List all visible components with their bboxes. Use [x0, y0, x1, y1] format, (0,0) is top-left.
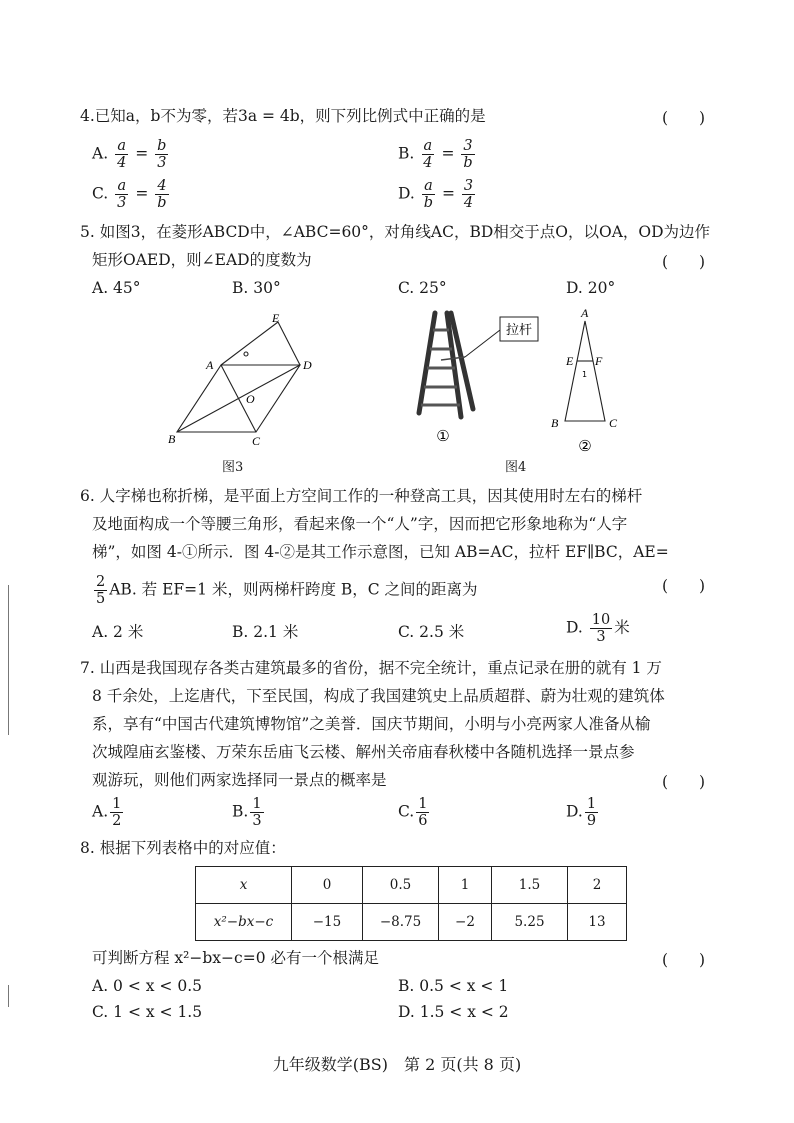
table-cell: 0.5: [363, 867, 439, 904]
fig3-label-a: A: [206, 358, 214, 372]
q6-line3: 梯”，如图 4-①所示．图 4-②是其工作示意图，已知 AB=AC，拉杆 EF∥BC，AE=: [92, 543, 669, 561]
q5-option-d[interactable]: D. 20°: [566, 279, 616, 297]
fig3-label-o: O: [246, 392, 255, 406]
table-row: [196, 867, 627, 904]
q4-option-c[interactable]: C. $\frac{a}{3}$ = $\frac{4}{b}$: [92, 178, 167, 211]
q8-answer-paren: ( ): [662, 951, 706, 969]
fig4-label-e: E: [566, 354, 574, 368]
q4-answer-paren: ( ): [662, 109, 706, 127]
q5-answer-paren: ( ): [662, 253, 706, 271]
q7-line2: 8 千余处，上迄唐代，下至民国，构成了我国建筑史上品质超群、蔚为壮观的建筑体: [92, 687, 665, 705]
fig4-label-1: 1: [582, 370, 588, 379]
q7-option-c[interactable]: C. $\frac{1}{6}$: [398, 796, 428, 829]
q8-option-c[interactable]: C. 1 < x < 1.5: [92, 1003, 203, 1021]
table-row: [196, 904, 627, 941]
table-cell: 13: [568, 904, 627, 941]
q7-answer-paren: ( ): [662, 773, 706, 791]
q5-option-c[interactable]: C. 25°: [398, 279, 447, 297]
q6-line4: $\frac{2}{5}$ AB. 若 EF=1 米，则两梯杆跨度 B，C 之间的距离为: [96, 574, 478, 607]
fig3-label-d: D: [303, 358, 312, 372]
q8-option-a[interactable]: A. 0 < x < 0.5: [92, 977, 202, 995]
table-cell: −15: [292, 904, 363, 941]
q8-value-table: [195, 866, 627, 941]
q6-option-c[interactable]: C. 2.5 米: [398, 623, 465, 641]
figure-3-rhombus: [160, 310, 330, 450]
q6-option-a[interactable]: A. 2 米: [92, 623, 144, 641]
fig4-label-f: F: [595, 354, 603, 368]
q6-line2: 及地面构成一个等腰三角形，看起来像一个“人”字，因而把它形象地称为“人字: [92, 515, 628, 533]
table-cell: x: [196, 867, 292, 904]
q6-line1: 6. 人字梯也称折梯，是平面上方空间工作的一种登高工具，因其使用时左右的梯杆: [80, 487, 643, 505]
figure-4-ladder-photo: [405, 305, 545, 445]
fig4-label-c: C: [609, 416, 618, 430]
margin-rule: [8, 585, 9, 735]
margin-rule-short: [8, 985, 9, 1007]
figure-4-caption: 图4: [505, 460, 527, 475]
table-cell: 1.5: [492, 867, 568, 904]
q7-line4: 次城隍庙玄鉴楼、万荣东岳庙飞云楼、解州关帝庙春秋楼中各随机选择一景点参: [92, 743, 635, 761]
fig3-label-b: B: [168, 432, 176, 446]
table-cell: −8.75: [363, 904, 439, 941]
figure-4-triangle: [545, 305, 635, 455]
q6-answer-paren: ( ): [662, 577, 706, 595]
q7-line1: 7. 山西是我国现存各类古建筑最多的省份，据不完全统计，重点记录在册的就有 1 万: [80, 659, 662, 677]
q6-option-d[interactable]: D. $\frac{10}{3}$ 米: [566, 612, 630, 645]
q8-option-b[interactable]: B. 0.5 < x < 1: [398, 977, 509, 995]
table-cell: 1: [439, 867, 492, 904]
q7-line3: 系，享有“中国古代建筑博物馆”之美誉．国庆节期间，小明与小亮两家人准备从榆: [92, 715, 651, 733]
q7-option-d[interactable]: D. $\frac{1}{9}$: [566, 796, 597, 829]
q5-line2: 矩形OAED，则∠EAD的度数为: [92, 251, 312, 269]
fig4-sub-2: ②: [578, 437, 592, 455]
q8-stem: 8. 根据下列表格中的对应值：: [80, 839, 286, 857]
q6-option-b[interactable]: B. 2.1 米: [232, 623, 299, 641]
q4-option-a[interactable]: A. $\frac{a}{4}$ = $\frac{b}{3}$: [92, 138, 167, 171]
q4-stem: 4.已知a，b不为零，若3a = 4b，则下列比例式中正确的是: [80, 107, 486, 125]
q4-option-d[interactable]: D. $\frac{a}{b}$ = $\frac{3}{4}$: [398, 178, 474, 211]
fig3-label-e: E: [272, 311, 280, 325]
q7-option-a[interactable]: A. $\frac{1}{2}$: [92, 796, 122, 829]
q7-option-b[interactable]: B. $\frac{1}{3}$: [232, 796, 262, 829]
fig4-label-b: B: [551, 416, 559, 430]
fig4-tag-lagan: 拉杆: [505, 323, 533, 338]
q5-line1: 5. 如图3，在菱形ABCD中，∠ABC=60°，对角线AC，BD相交于点O，以OA，OD为边作: [80, 223, 711, 241]
q8-option-d[interactable]: D. 1.5 < x < 2: [398, 1003, 509, 1021]
fig3-label-c: C: [252, 434, 261, 448]
table-cell: −2: [439, 904, 492, 941]
q7-line5: 观游玩，则他们两家选择同一景点的概率是: [92, 771, 387, 789]
table-cell: x²−bx−c: [196, 904, 292, 941]
table-cell: 5.25: [492, 904, 568, 941]
fig4-label-a: A: [581, 306, 589, 320]
q8-line2: 可判断方程 x²−bx−c=0 必有一个根满足: [92, 949, 379, 967]
q4-option-b[interactable]: B. $\frac{a}{4}$ = $\frac{3}{b}$: [398, 138, 473, 171]
fig4-sub-1: ①: [436, 427, 450, 445]
table-cell: 2: [568, 867, 627, 904]
q5-option-b[interactable]: B. 30°: [232, 279, 281, 297]
q5-option-a[interactable]: A. 45°: [92, 279, 141, 297]
page-footer: 九年级数学(BS) 第 2 页(共 8 页): [272, 1055, 522, 1074]
figure-3-caption: 图3: [222, 460, 244, 475]
table-cell: 0: [292, 867, 363, 904]
